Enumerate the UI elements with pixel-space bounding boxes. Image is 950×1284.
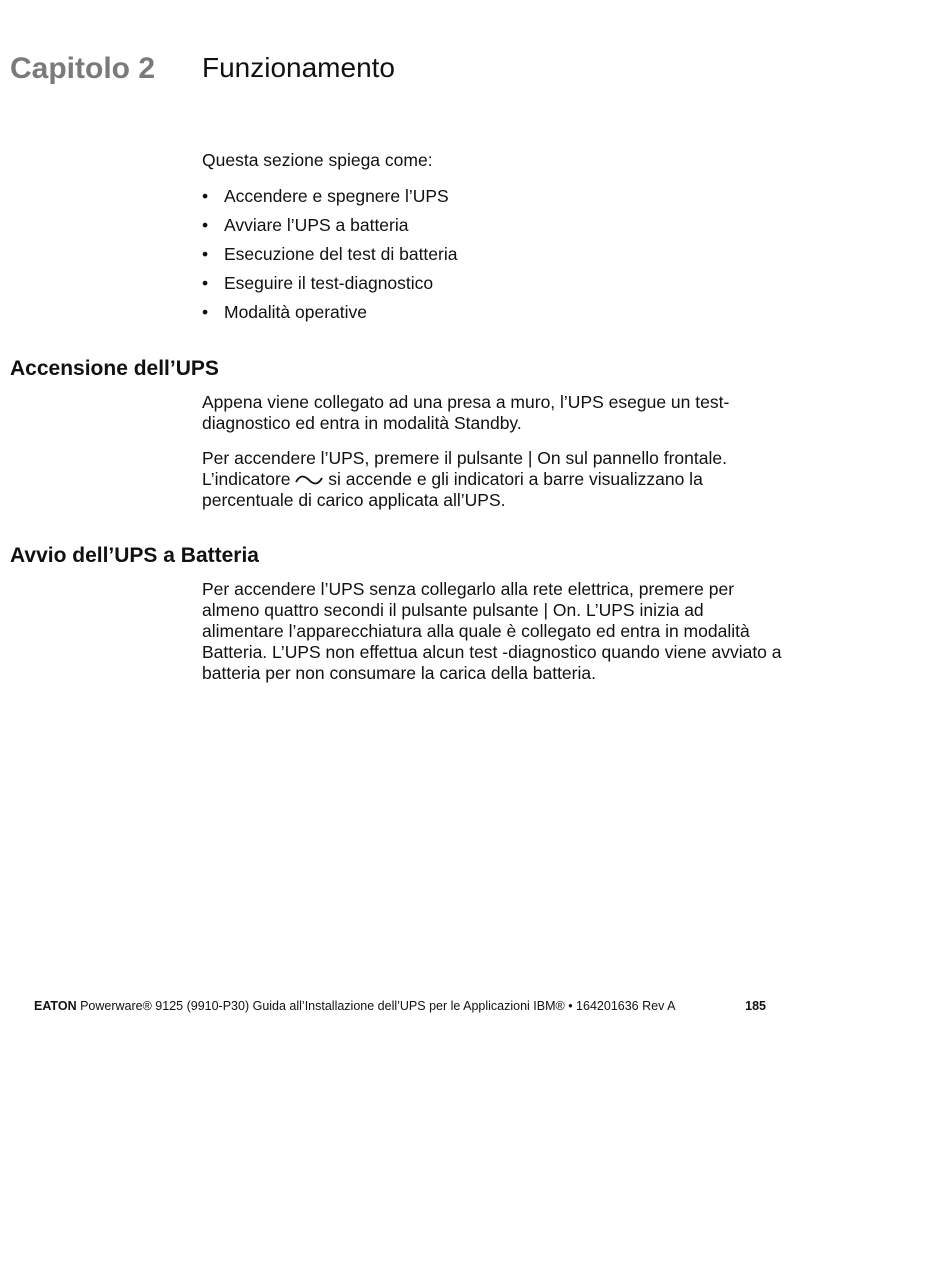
paragraph-text: Per accendere l’UPS, premere il pulsante | On sul pannello frontale. L’indicatore (202, 448, 727, 489)
footer-brand: EATON (34, 999, 77, 1013)
list-item (202, 212, 457, 241)
paragraph-accensione-1: Appena viene collegato ad una presa a muro, l’UPS esegue un test-diagnostico ed entra in modalità Standby. (202, 392, 730, 433)
chapter-title: Funzionamento (202, 52, 396, 83)
list-item-label: Avviare l’UPS a batteria (224, 215, 409, 235)
paragraph-batteria-1: Per accendere l’UPS senza collegarlo alla rete elettrica, premere per almeno quattro secondi il pulsante pulsante | On. L’UPS inizia ad alimentare l’apparecchiatura alla quale è collegato ed entra in modalità Batteria. L’UPS non effettua alcun test -diagnostico quando viene avviato a batteria per non consumare la carica della batteria. (202, 579, 782, 683)
sine-wave-icon (295, 473, 323, 487)
section-heading-batteria: Avvio dell’UPS a Batteria (10, 544, 259, 567)
list-item (202, 270, 457, 299)
list-item (202, 183, 457, 212)
bullet-icon: • (202, 302, 209, 322)
bullet-icon: • (202, 186, 209, 206)
intro-text: Questa sezione spiega come: (202, 150, 433, 170)
list-item-label: Accendere e spegnere l’UPS (224, 186, 449, 206)
bullet-icon: • (202, 273, 209, 293)
topic-list (202, 183, 457, 328)
chapter-label: Capitolo 2 (10, 52, 156, 85)
page-footer (34, 999, 766, 1013)
list-item (202, 299, 457, 328)
bullet-icon: • (202, 244, 209, 264)
page-number: 185 (745, 999, 766, 1013)
paragraph-accensione-2 (202, 448, 782, 511)
list-item-label: Eseguire il test-diagnostico (224, 273, 434, 293)
bullet-icon: • (202, 215, 209, 235)
paragraph-text: si accende e gli indicatori a barre visualizzano la percentuale di carico applicata all’UPS. (202, 469, 703, 510)
section-heading-accensione: Accensione dell’UPS (10, 357, 219, 380)
footer-text: Powerware® 9125 (9910-P30) Guida all’Installazione dell’UPS per le Applicazioni IBM® • 164201636 Rev A (80, 999, 676, 1013)
list-item-label: Modalità operative (224, 302, 367, 322)
list-item (202, 241, 457, 270)
list-item-label: Esecuzione del test di batteria (224, 244, 458, 264)
